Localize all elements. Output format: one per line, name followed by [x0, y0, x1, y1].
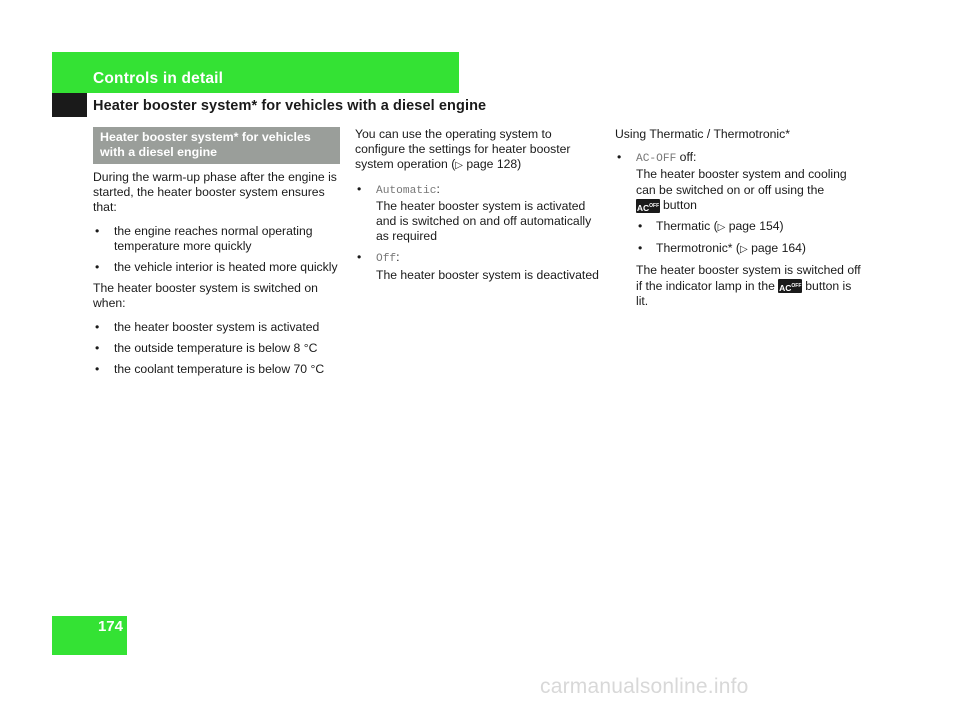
setting-text: The heater booster system is deactivated [376, 267, 599, 282]
list-item: • Thermatic (▷ page 154) [636, 219, 865, 235]
chapter-title: Controls in detail [93, 70, 224, 87]
page-reference-link[interactable]: page 128) [466, 157, 522, 172]
acoff-label: AC-OFF [636, 153, 677, 166]
page-number: 174 [97, 618, 123, 635]
section-marker [52, 93, 87, 117]
benefits-list [93, 224, 340, 276]
list-item: • Off: The heater booster system is deactivated [355, 250, 600, 282]
list-item: • AC-OFF off: The heater booster system and cooling can be switched on or off using the $AC^{OFF}$ button [615, 150, 865, 213]
column-1 [93, 127, 340, 383]
setting-text: The heater booster system is activated and is switched on and off automatically as required [376, 198, 592, 244]
ac-off-button-icon: $AC^{OFF}$ [778, 279, 802, 293]
list-item: • the outside temperature is below 8 °C [93, 341, 340, 356]
climate-systems-list [615, 219, 865, 257]
settings-list [355, 182, 600, 283]
page-number-box [52, 616, 127, 655]
page-reference-link[interactable]: page 164) [751, 241, 806, 256]
list-item: • the engine reaches normal operating temperature more quickly [93, 224, 340, 254]
subsection-heading: Heater booster system* for vehicles with a diesel engine [93, 127, 340, 164]
note-text: The heater booster system is switched off if the indicator lamp in the $AC^{OFF}$ button is lit. [636, 263, 861, 308]
list-item: • Automatic: The heater booster system is activated and is switched on and off automatically as required [355, 182, 600, 245]
ac-off-button-icon: $AC^{OFF}$ [636, 199, 660, 213]
setting-label-automatic: Automatic [376, 184, 437, 197]
acoff-text: The heater booster system and cooling can be switched on or off using the [636, 167, 847, 197]
watermark: carmanualsonline.info [540, 675, 749, 698]
list-item: • the coolant temperature is below 70 °C [93, 362, 340, 377]
list-item: • Thermotronic* (▷ page 164) [636, 241, 865, 257]
thermatic-intro: Using Thermatic / Thermotronic* [615, 127, 790, 141]
setting-label-off: Off [376, 253, 397, 266]
page-arrow-icon: ▷ [739, 244, 748, 256]
conditions-list [93, 320, 340, 378]
column-2 [355, 127, 600, 289]
list-item: • the vehicle interior is heated more quickly [93, 260, 340, 275]
switched-on-text: The heater booster system is switched on when: [93, 281, 318, 311]
operating-system-text: You can use the operating system to configure the settings for heater booster system operation (▷ page 128) [355, 127, 571, 172]
page-reference-link[interactable]: page 154) [728, 219, 784, 234]
section-title: Heater booster system* for vehicles with a diesel engine [93, 98, 487, 114]
list-item: • the heater booster system is activated [93, 320, 340, 335]
acoff-list [615, 150, 865, 213]
page-arrow-icon: ▷ [717, 222, 726, 234]
intro-text: During the warm-up phase after the engine is started, the heater booster system ensures that: [93, 170, 337, 215]
page-arrow-icon: ▷ [455, 160, 463, 172]
column-3 [615, 127, 865, 317]
